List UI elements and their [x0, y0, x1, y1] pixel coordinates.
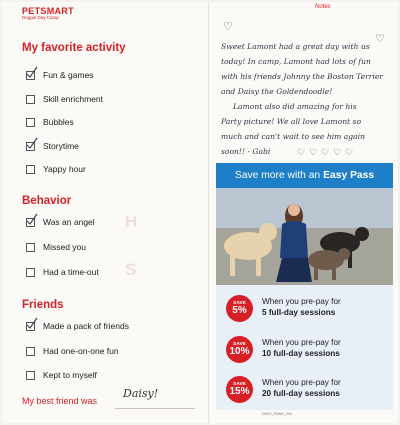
- activity-item-label: Fun & games: [43, 70, 94, 80]
- behavior-item[interactable]: [26, 265, 99, 279]
- activity-heading: My favorite activity: [22, 42, 126, 54]
- note-line: Lamont also did amazing for his: [233, 102, 357, 111]
- checkmark-icon: [25, 317, 38, 330]
- checkbox[interactable]: [26, 95, 35, 104]
- note-line: soon!! - Gabi: [221, 147, 271, 156]
- offer-text: [262, 338, 341, 359]
- offer-sessions: 10 full-day sessions: [262, 349, 340, 358]
- friends-item-label: Kept to myself: [43, 370, 97, 380]
- note-line: Sweet Lamont had a great day with us: [221, 42, 370, 51]
- save-badge-percent: 5%: [232, 304, 247, 316]
- friends-item[interactable]: [26, 344, 119, 358]
- activity-item[interactable]: [26, 92, 103, 106]
- offer-sessions: 20 full-day sessions: [262, 389, 340, 398]
- note-line: much and can't wait to see him again: [221, 132, 365, 141]
- save-badge: [226, 376, 253, 403]
- activity-item[interactable]: [26, 139, 79, 153]
- note-line: and Daisy the Goldendoodle!: [221, 87, 333, 96]
- checkbox[interactable]: [26, 322, 35, 331]
- checkbox[interactable]: [26, 165, 35, 174]
- logo-brand: PETSMART: [22, 6, 74, 16]
- activity-item-label: Storytime: [43, 141, 79, 151]
- behavior-item-label: Was an angel: [43, 217, 95, 227]
- dogs-photo-illustration: [216, 188, 393, 285]
- note-line: Party picture! We all love Lamont so: [221, 117, 362, 126]
- heart-icon: ♡: [297, 147, 306, 157]
- save-badge: [226, 295, 253, 322]
- offer-10-percent: [226, 332, 391, 366]
- heart-icon: ♡: [321, 147, 330, 157]
- best-friend-label: My best friend was: [22, 396, 98, 406]
- offer-text: [262, 378, 341, 399]
- checkbox[interactable]: [26, 243, 35, 252]
- heart-icon: ♡: [333, 147, 342, 157]
- offer-15-percent: [226, 372, 391, 406]
- checkmark-icon: [25, 213, 38, 226]
- form-code: DDEV_PAWG_004: [262, 412, 292, 416]
- behavior-item-label: Missed you: [43, 242, 86, 252]
- heart-icon: ♡: [309, 147, 318, 157]
- logo-subtitle: Doggie Day Camp: [22, 15, 59, 20]
- friends-heading: Friends: [22, 299, 64, 311]
- activity-item[interactable]: [26, 115, 74, 129]
- note-line: today! In camp, Lamont had lots of fun: [221, 57, 371, 66]
- save-badge-percent: 15%: [229, 385, 250, 397]
- activity-item[interactable]: [26, 162, 86, 176]
- offer-sessions: 5 full-day sessions: [262, 308, 336, 317]
- activity-item-label: Yappy hour: [43, 164, 86, 174]
- checkbox[interactable]: [26, 118, 35, 127]
- save-badge-label: SAVE: [233, 300, 246, 306]
- friends-item[interactable]: [26, 319, 129, 333]
- best-friend-field[interactable]: Daisy!: [123, 387, 159, 400]
- behavior-item-label: Had a time-out: [43, 267, 99, 277]
- offer-line: When you pre-pay for: [262, 338, 341, 348]
- checkmark-icon: [25, 137, 38, 150]
- activity-item-label: Bubbles: [43, 117, 74, 127]
- easy-pass-heading-prefix: Save more with an: [234, 170, 321, 181]
- friends-item-label: Made a pack of friends: [43, 321, 129, 331]
- friends-item-label: Had one-on-one fun: [43, 346, 119, 356]
- offer-list: [216, 285, 393, 410]
- checkbox[interactable]: [26, 347, 35, 356]
- best-friend-underline: [115, 408, 195, 409]
- checkbox[interactable]: [26, 71, 35, 80]
- offer-5-percent: [226, 291, 391, 325]
- offer-line: When you pre-pay for: [262, 297, 341, 307]
- checkbox[interactable]: [26, 268, 35, 277]
- offer-line: When you pre-pay for: [262, 378, 341, 388]
- checkbox[interactable]: [26, 371, 35, 380]
- note-line: with his friends Johnny the Boston Terrier: [221, 72, 383, 81]
- heart-icon: ♡: [375, 33, 385, 45]
- checkbox[interactable]: [26, 142, 35, 151]
- offer-text: [262, 297, 341, 318]
- heart-icon: ♡: [345, 147, 354, 157]
- heart-icon: ♡: [223, 21, 233, 33]
- save-badge-label: SAVE: [233, 381, 246, 387]
- bleed-through-graphic: H: [125, 212, 138, 231]
- activity-item-label: Skill enrichment: [43, 94, 103, 104]
- easy-pass-promo: [216, 163, 393, 410]
- activity-item[interactable]: [26, 68, 94, 82]
- dogs-photo: [216, 188, 393, 285]
- save-badge: [226, 336, 253, 363]
- save-badge-percent: 10%: [229, 345, 250, 357]
- bleed-through-graphic: S: [125, 260, 137, 279]
- checkbox[interactable]: [26, 218, 35, 227]
- checklist-panel: [2, 2, 208, 423]
- friends-item[interactable]: [26, 368, 97, 382]
- behavior-item[interactable]: [26, 215, 95, 229]
- petsmart-logo: [22, 6, 74, 20]
- easy-pass-heading-bold: Easy Pass: [323, 170, 375, 181]
- easy-pass-heading: [216, 163, 393, 188]
- behavior-item[interactable]: [26, 240, 86, 254]
- save-badge-label: SAVE: [233, 341, 246, 347]
- checkmark-icon: [25, 66, 38, 79]
- notes-title: Notes: [315, 4, 331, 10]
- behavior-heading: Behavior: [22, 195, 72, 207]
